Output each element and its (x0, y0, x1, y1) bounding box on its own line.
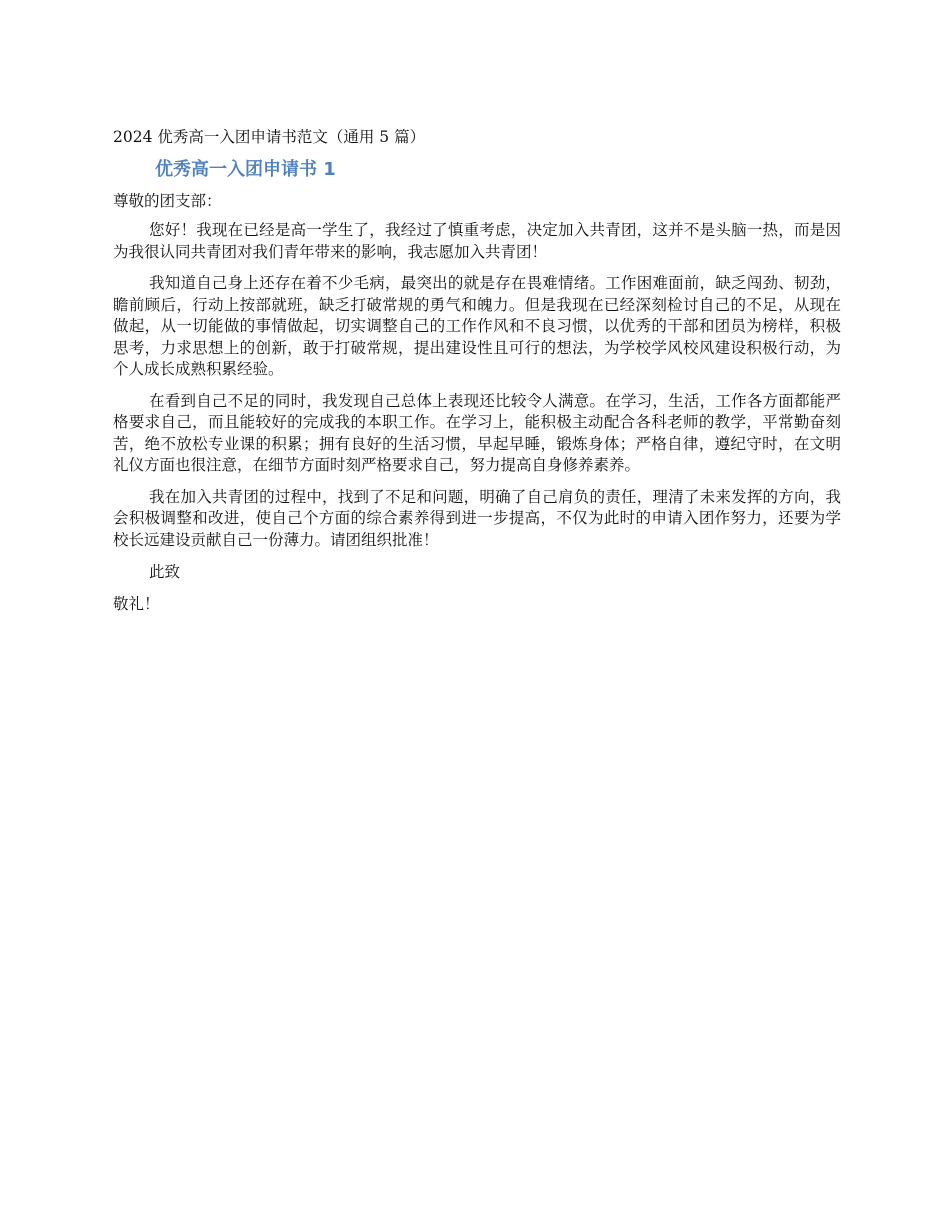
salutation: 尊敬的团支部： (113, 192, 222, 210)
document-page (113, 126, 841, 615)
regards-line: 敬礼！ (113, 595, 160, 613)
body-paragraph-1: 您好！我现在已经是高一学生了，我经过了慎重考虑，决定加入共青团，这并不是头脑一热，而是因为我很认同共青团对我们青年带来的影响，我志愿加入共青团！ (113, 221, 841, 261)
section-heading: 优秀高一入团申请书 1 (155, 159, 336, 180)
body-paragraph-2: 我知道自己身上还存在着不少毛病，最突出的就是存在畏难情绪。工作困难面前，缺乏闯劲、韧劲，瞻前顾后，行动上按部就班，缺乏打破常规的勇气和魄力。但是我现在已经深刻检讨自己的不足，从现在做起，从一切能做的事情做起，切实调整自己的工作作风和不良习惯，以优秀的干部和团员为榜样，积极思考，力求思想上的创新，敢于打破常规，提出建设性且可行的想法，为学校学风校风建设积极行动，为个人成长成熟积累经验。 (113, 274, 841, 378)
body-paragraph-3: 在看到自己不足的同时，我发现自己总体上表现还比较令人满意。在学习，生活，工作各方面都能严格要求自己，而且能较好的完成我的本职工作。在学习上，能积极主动配合各科老师的教学，平常勤奋刻苦，绝不放松专业课的积累；拥有良好的生活习惯，早起早睡，锻炼身体；严格自律，遵纪守时，在文明礼仪方面也很注意，在细节方面时刻严格要求自己，努力提高自身修养素养。 (113, 391, 841, 474)
body-paragraph-4: 我在加入共青团的过程中，找到了不足和问题，明确了自己肩负的责任，理清了未来发挥的方向，我会积极调整和改进，使自己个方面的综合素养得到进一步提高，不仅为此时的申请入团作努力，还要为学校长远建设贡献自己一份薄力。请团组织批准！ (113, 487, 841, 549)
closing-line: 此致 (149, 563, 181, 581)
document-title: 2024 优秀高一入团申请书范文（通用 5 篇） (113, 128, 426, 146)
